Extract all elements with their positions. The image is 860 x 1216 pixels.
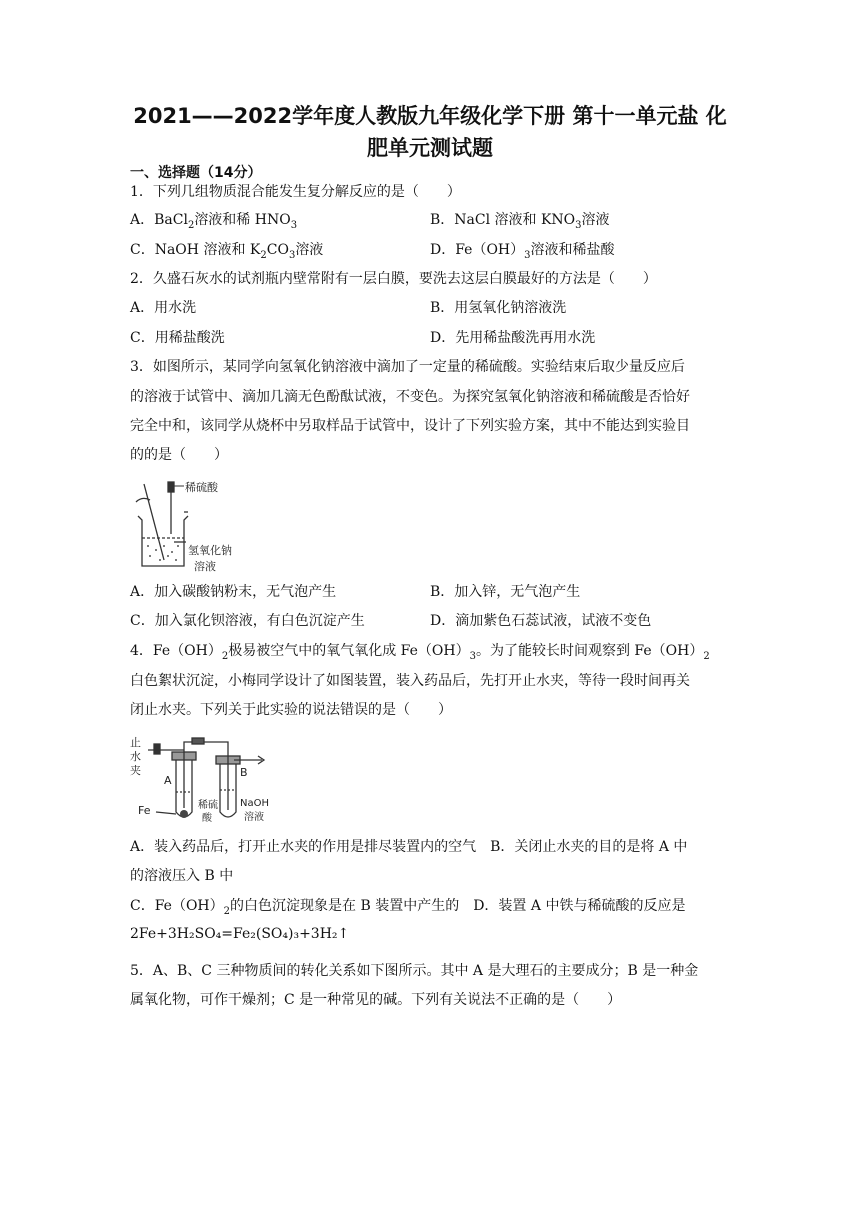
q2-option-c: C．用稀盐酸洗 bbox=[130, 330, 225, 346]
fig-label-solution: 溶液 bbox=[194, 560, 216, 573]
stop-clamp bbox=[154, 744, 160, 754]
fig-label-stop-2: 水 bbox=[130, 750, 141, 763]
q3-line-2: 的溶液于试管中、滴加几滴无色酚酞试液，不变色。为探究氢氧化钠溶液和稀硫酸是否恰好 bbox=[130, 389, 690, 405]
fig-label-fe: Fe bbox=[138, 804, 151, 817]
q2-option-a: A．用水洗 bbox=[130, 300, 197, 316]
q5-line-1: 5．A、B、C 三种物质间的转化关系如下图所示。其中 A 是大理石的主要成分；B 是一种金 bbox=[130, 963, 699, 979]
q4-option-cd: C．$Fe(OH)_2$的白色沉淀现象是在 B 装置中产生的 D．装置 A 中铁与稀硫酸的反应是 bbox=[130, 898, 686, 917]
glass-rod bbox=[144, 484, 164, 560]
iron-pieces bbox=[180, 810, 188, 818]
fig-label-acid-2: 酸 bbox=[202, 813, 212, 824]
page-title bbox=[120, 100, 740, 164]
tube-joint bbox=[192, 738, 204, 744]
q4-option-ab-line-2: 的溶液压入 B 中 bbox=[130, 868, 234, 884]
q3-option-b: B．加入锌，无气泡产生 bbox=[430, 584, 581, 600]
fig-label-naoh-solution: 溶液 bbox=[244, 812, 264, 823]
q4-line-3: 闭止水夹。下列关于此实验的说法错误的是（ ） bbox=[130, 702, 452, 718]
title-line-1: 2021——2022学年度人教版九年级化学下册 第十一单元盐 化 bbox=[133, 104, 727, 128]
q4-option-ab-line-1: A．装入药品后，打开止水夹的作用是排尽装置内的空气 B．关闭止水夹的目的是将 A 中 bbox=[130, 839, 688, 855]
q4-equation: 2Fe+3H₂SO₄=Fe₂(SO₄)₃+3H₂↑ bbox=[130, 926, 350, 942]
title-line-2: 肥单元测试题 bbox=[367, 136, 493, 160]
q2-option-d: D．先用稀盐酸洗再用水洗 bbox=[430, 330, 596, 346]
section-heading: 一、选择题（14分） bbox=[130, 165, 262, 181]
fig-label-stop-1: 止 bbox=[130, 736, 141, 749]
fig-label-a: A bbox=[164, 774, 172, 787]
q2-stem: 2．久盛石灰水的试剂瓶内壁常附有一层白膜，要洗去这层白膜最好的方法是（ ） bbox=[130, 271, 657, 287]
fig-label-b: B bbox=[240, 766, 248, 779]
q3-option-d: D．滴加紫色石蕊试液，试液不变色 bbox=[430, 613, 652, 629]
q4-line-2: 白色絮状沉淀，小梅同学设计了如图装置，装入药品后，先打开止水夹，等待一段时间再关 bbox=[130, 673, 690, 689]
apparatus-figure bbox=[128, 732, 278, 826]
fig-label-naoh: NaOH bbox=[240, 798, 269, 809]
q1-stem: 1．下列几组物质混合能发生复分解反应的是（ ） bbox=[130, 184, 461, 200]
q1-option-b: B．NaCl 溶液和 $KNO_3$溶液 bbox=[430, 212, 610, 231]
fig-label-naoh: 氢氧化钠 bbox=[188, 544, 232, 557]
fig-label-acid-1: 稀硫 bbox=[198, 800, 218, 811]
q1-option-c: C．NaOH 溶液和 $K_2CO_3$溶液 bbox=[130, 242, 324, 261]
fig-label-acid: 稀硫酸 bbox=[185, 481, 218, 494]
fig-label-stop-3: 夹 bbox=[130, 764, 141, 777]
q3-line-3: 完全中和，该同学从烧杯中另取样品于试管中，设计了下列实验方案，其中不能达到实验目 bbox=[130, 418, 690, 434]
q3-option-a: A．加入碳酸钠粉末，无气泡产生 bbox=[130, 584, 337, 600]
q1-option-a: A．BaCl$_2$溶液和稀 $HNO_3$ bbox=[130, 212, 298, 231]
q5-line-2: 属氧化物，可作干燥剂；C 是一种常见的碱。下列有关说法不正确的是（ ） bbox=[130, 992, 622, 1008]
q3-line-4: 的的是（ ） bbox=[130, 447, 228, 463]
q4-line-1: 4．$Fe(OH)_2$极易被空气中的氧气氧化成 $Fe(OH)_3$。为了能较长时间观察到 $Fe(OH)_2$ bbox=[130, 643, 710, 662]
dropper-bulb bbox=[168, 482, 174, 492]
q1-option-d: D．$Fe(OH)_3$溶液和稀盐酸 bbox=[430, 242, 615, 261]
fe-pointer bbox=[156, 812, 176, 814]
q3-line-1: 3．如图所示，某同学向氢氧化钠溶液中滴加了一定量的稀硫酸。实验结束后取少量反应后 bbox=[130, 359, 685, 375]
beaker-figure bbox=[128, 478, 248, 578]
q2-option-b: B．用氢氧化钠溶液洗 bbox=[430, 300, 567, 316]
q3-option-c: C．加入氯化钡溶液，有白色沉淀产生 bbox=[130, 613, 365, 629]
